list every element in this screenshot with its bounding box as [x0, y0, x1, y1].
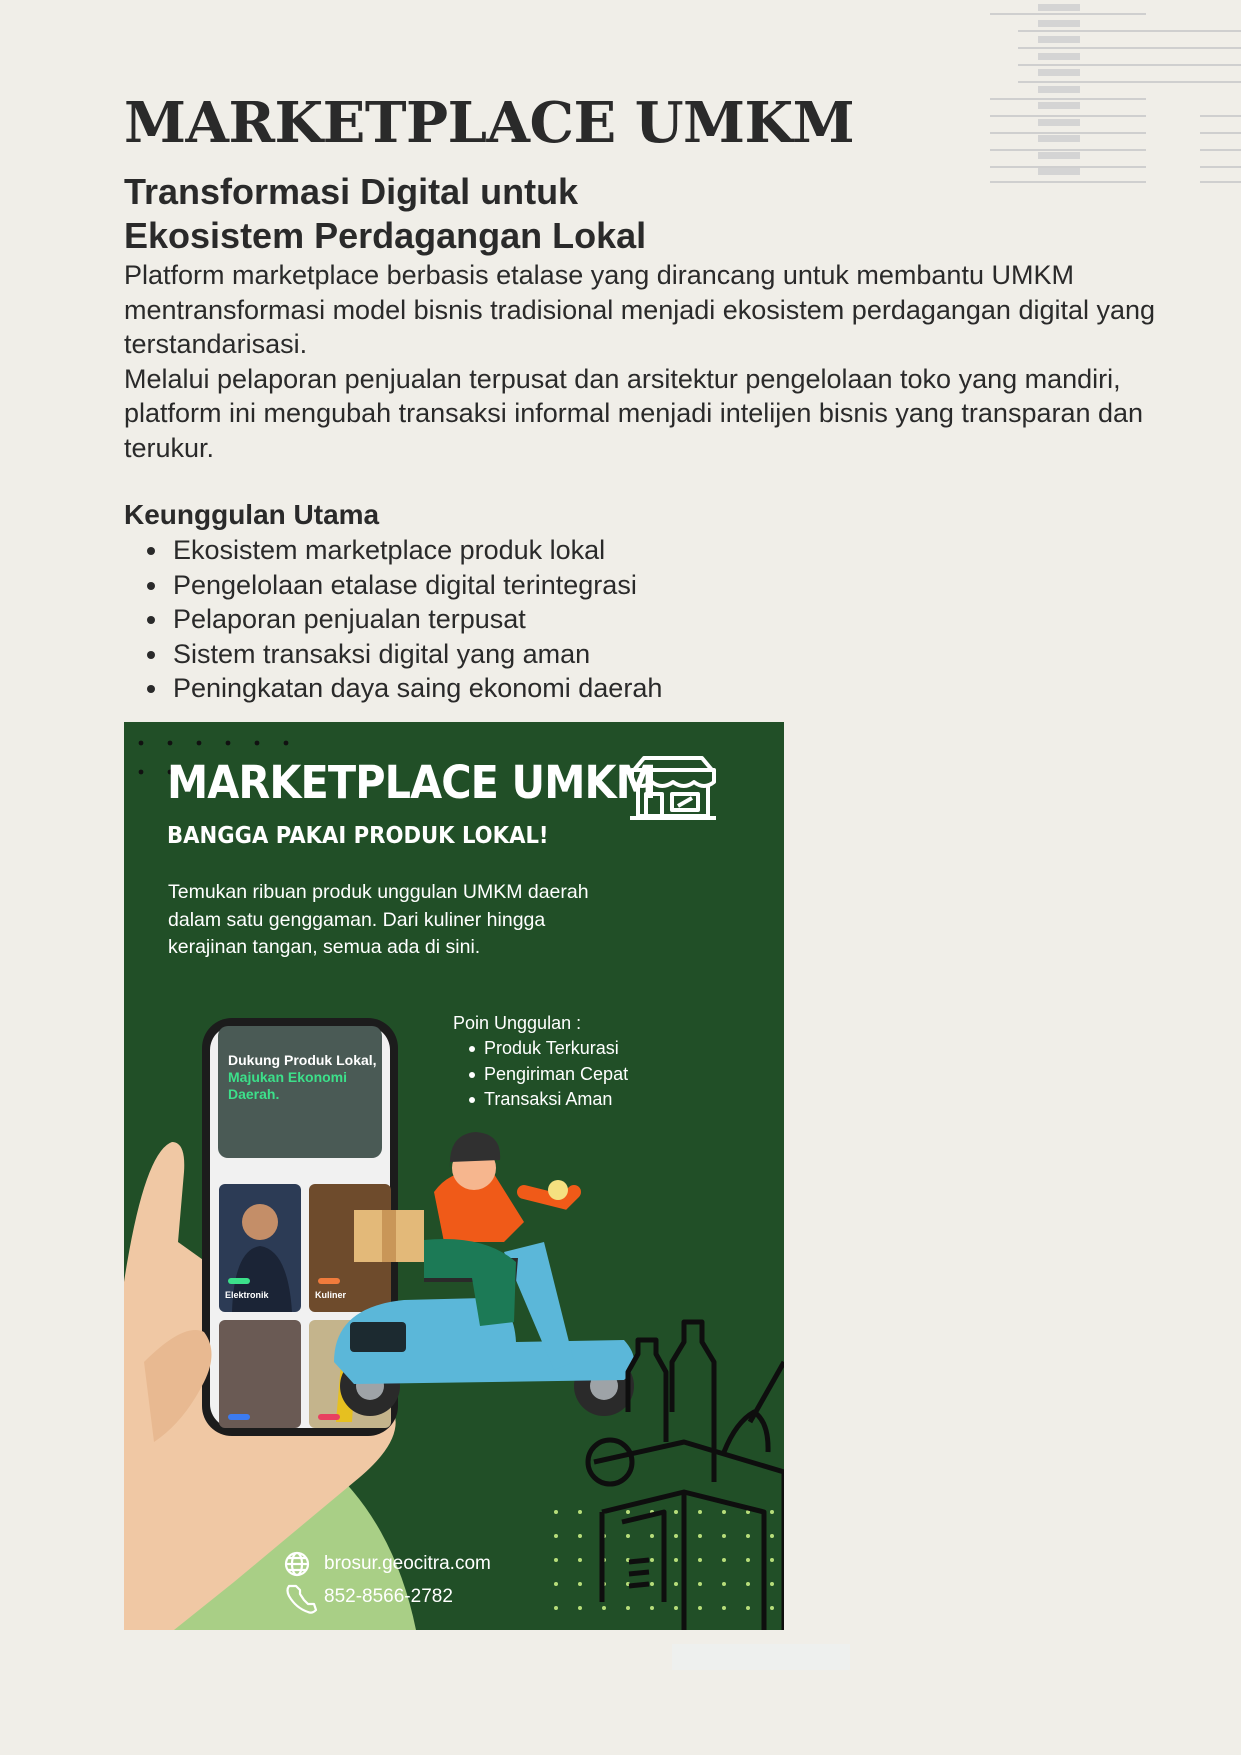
poster-tagline: BANGGA PAKAI PRODUK LOKAL! [167, 823, 549, 849]
document-subtitle [124, 170, 646, 258]
highlight-item: Transaksi Aman [453, 1087, 628, 1113]
feature-item: Sistem transaksi digital yang aman [124, 637, 662, 672]
features-heading: Keunggulan Utama [124, 499, 380, 530]
feature-item: Pengelolaan etalase digital terintegrasi [124, 568, 662, 603]
phone-headline-accent: Majukan Ekonomi Daerah. [228, 1069, 348, 1102]
highlights-heading: Poin Unggulan : [453, 1013, 582, 1033]
highlights-list [453, 1036, 628, 1113]
intro-paragraph: Platform marketplace berbasis etalase yang dirancang untuk membantu UMKM mentransformasi model bisnis tradisional menjadi ekosistem perdagangan digital yang terstandarisasi. [124, 260, 1156, 359]
intro-paragraph: Melalui pelaporan penjualan terpusat dan arsitektur pengelolaan toko yang mandiri, platform ini mengubah transaksi informal menjadi intelijen bisnis yang transparan dan terukur. [124, 363, 1144, 463]
document-title: MARKETPLACE UMKM [124, 90, 855, 156]
poster-website: brosur.geocitra.com [324, 1553, 491, 1574]
poster-description: Temukan ribuan produk unggulan UMKM daerah dalam satu genggaman. Dari kuliner hingga kerajinan tangan, semua ada di sini. [168, 881, 589, 958]
poster-title: MARKETPLACE UMKM [167, 756, 656, 809]
highlight-item: Pengiriman Cepat [453, 1062, 628, 1088]
intro-text [124, 258, 1164, 465]
feature-item: Ekosistem marketplace produk lokal [124, 533, 662, 568]
phone-category-label: Kuliner [315, 1290, 347, 1300]
promo-poster [124, 722, 784, 1630]
feature-item: Pelaporan penjualan terpusat [124, 602, 662, 637]
subtitle-line: Ekosistem Perdagangan Lokal [124, 215, 647, 256]
features-list [124, 533, 662, 706]
subtitle-line: Transformasi Digital untuk [124, 171, 579, 212]
poster-artwork [124, 722, 784, 1630]
highlight-item: Produk Terkurasi [453, 1036, 628, 1062]
poster-phone-number: 852-8566-2782 [324, 1586, 453, 1607]
phone-category-label: Elektronik [225, 1290, 269, 1300]
decorative-strip [672, 1644, 850, 1670]
phone-headline: Dukung Produk Lokal, [228, 1052, 377, 1068]
feature-item: Peningkatan daya saing ekonomi daerah [124, 671, 662, 706]
